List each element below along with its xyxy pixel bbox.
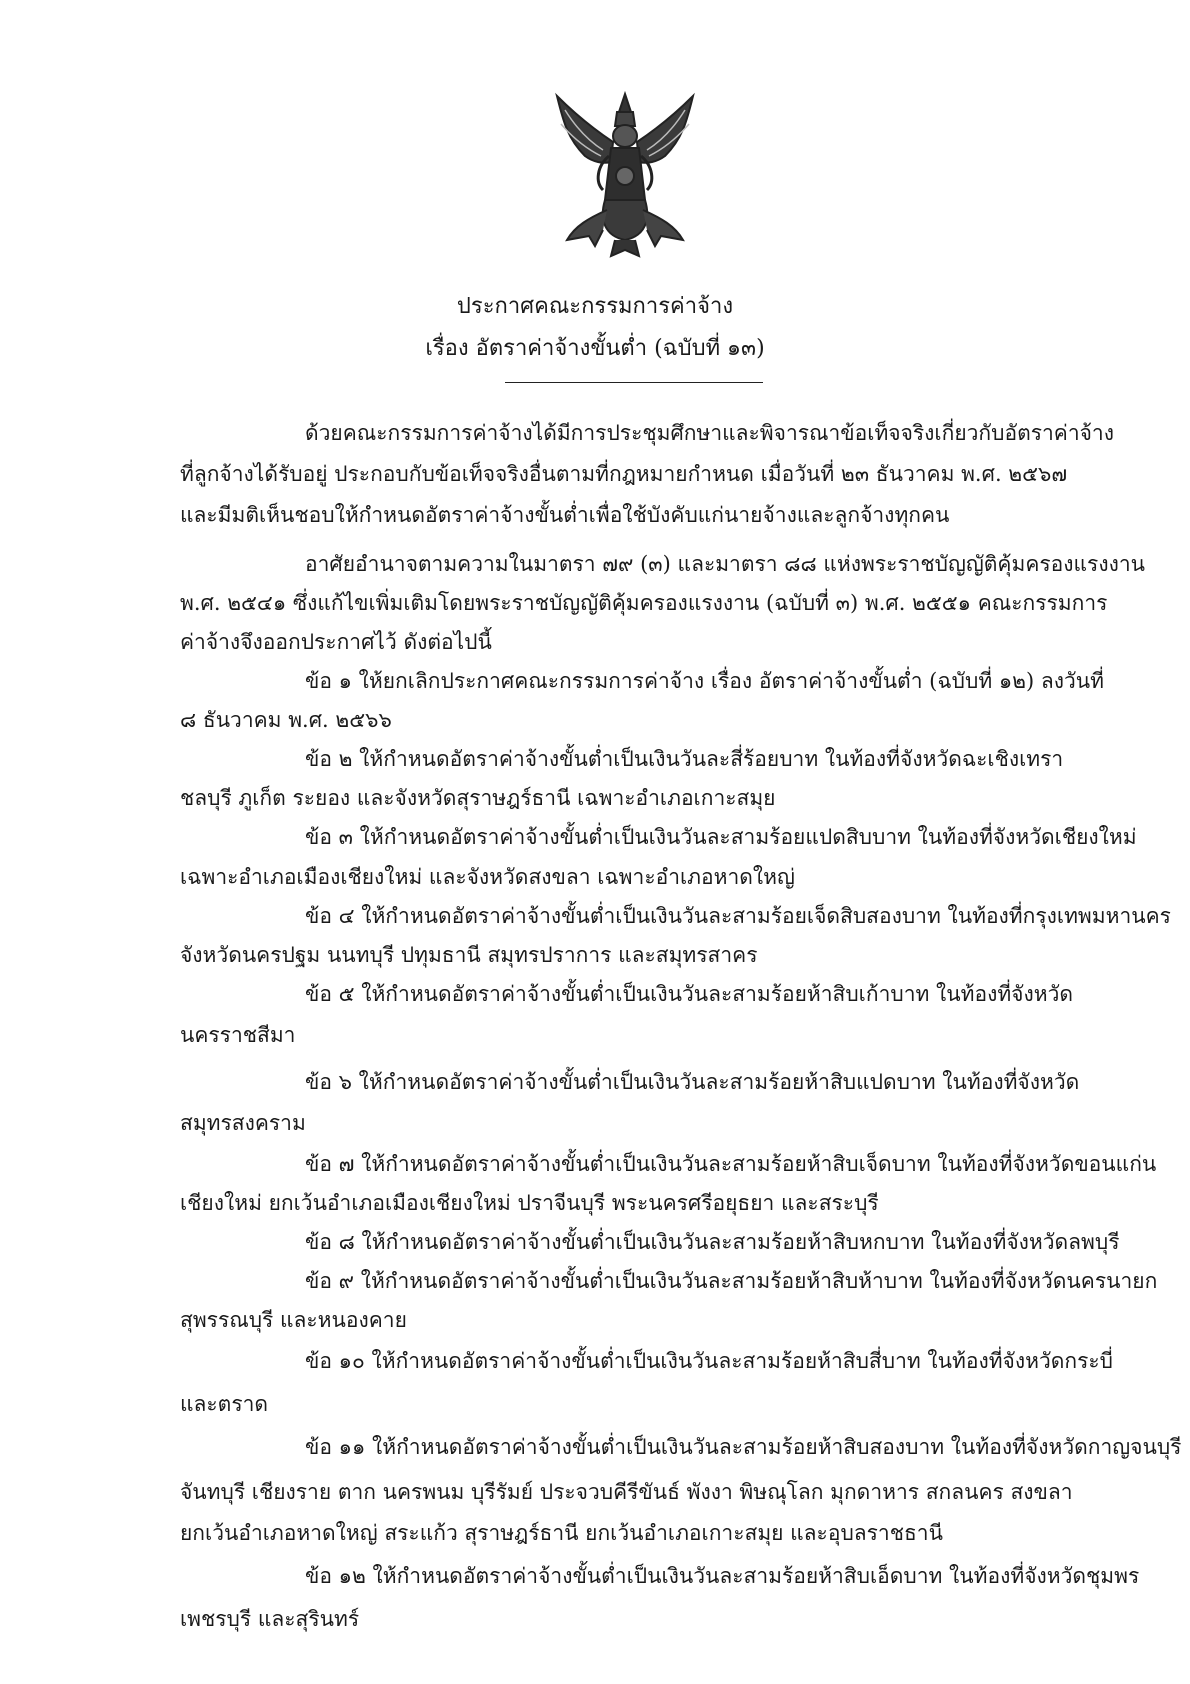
body-line: และตราด — [180, 1392, 269, 1416]
clause-line: ข้อ ๑๑ ให้กำหนดอัตราค่าจ้างขั้นต่ำเป็นเงินวันละสามร้อยห้าสิบสองบาท ในท้องที่จังหวัดกาญจนบุรี — [305, 1435, 1182, 1459]
body-line: นครราชสีมา — [180, 1023, 296, 1047]
body-line: ยกเว้นอำเภอหาดใหญ่ สระแก้ว สุราษฎร์ธานี ยกเว้นอำเภอเกาะสมุย และอุบลราชธานี — [180, 1521, 943, 1545]
clause-line: ข้อ ๘ ให้กำหนดอัตราค่าจ้างขั้นต่ำเป็นเงินวันละสามร้อยห้าสิบหกบาท ในท้องที่จังหวัดลพบุรี — [305, 1230, 1120, 1254]
garuda-emblem-icon — [545, 90, 705, 260]
body-line: สมุทรสงคราม — [180, 1111, 306, 1135]
body-line: เชียงใหม่ ยกเว้นอำเภอเมืองเชียงใหม่ ปราจีนบุรี พระนครศรีอยุธยา และสระบุรี — [180, 1191, 879, 1215]
document-subject: เรื่อง อัตราค่าจ้างขั้นต่ำ (ฉบับที่ ๑๓) — [425, 336, 765, 361]
body-line: ด้วยคณะกรรมการค่าจ้างได้มีการประชุมศึกษาและพิจารณาข้อเท็จจริงเกี่ยวกับอัตราค่าจ้าง — [305, 421, 1114, 445]
clause-line: ข้อ ๑๒ ให้กำหนดอัตราค่าจ้างขั้นต่ำเป็นเงินวันละสามร้อยห้าสิบเอ็ดบาท ในท้องที่จังหวัดชุมพร — [305, 1564, 1140, 1588]
body-line: จังหวัดนครปฐม นนทบุรี ปทุมธานี สมุทรปราการ และสมุทรสาคร — [180, 943, 758, 967]
body-line: พ.ศ. ๒๕๔๑ ซึ่งแก้ไขเพิ่มเติมโดยพระราชบัญญัติคุ้มครองแรงงาน (ฉบับที่ ๓) พ.ศ. ๒๕๕๑ คณะกรรมการ — [180, 591, 1108, 615]
body-line: สุพรรณบุรี และหนองคาย — [180, 1308, 407, 1332]
clause-line: ข้อ ๑๐ ให้กำหนดอัตราค่าจ้างขั้นต่ำเป็นเงินวันละสามร้อยห้าสิบสี่บาท ในท้องที่จังหวัดกระบี่ — [305, 1349, 1113, 1373]
body-line: เพชรบุรี และสุรินทร์ — [180, 1607, 360, 1631]
document-title: ประกาศคณะกรรมการค่าจ้าง — [456, 294, 734, 319]
clause-line: ข้อ ๖ ให้กำหนดอัตราค่าจ้างขั้นต่ำเป็นเงินวันละสามร้อยห้าสิบแปดบาท ในท้องที่จังหวัด — [305, 1070, 1080, 1094]
clause-line: ข้อ ๒ ให้กำหนดอัตราค่าจ้างขั้นต่ำเป็นเงินวันละสี่ร้อยบาท ในท้องที่จังหวัดฉะเชิงเทรา — [305, 747, 1064, 771]
clause-line: ข้อ ๗ ให้กำหนดอัตราค่าจ้างขั้นต่ำเป็นเงินวันละสามร้อยห้าสิบเจ็ดบาท ในท้องที่จังหวัดขอนแก่น — [305, 1152, 1157, 1176]
clause-line: ข้อ ๕ ให้กำหนดอัตราค่าจ้างขั้นต่ำเป็นเงินวันละสามร้อยห้าสิบเก้าบาท ในท้องที่จังหวัด — [305, 982, 1073, 1006]
clause-line: ข้อ ๙ ให้กำหนดอัตราค่าจ้างขั้นต่ำเป็นเงินวันละสามร้อยห้าสิบห้าบาท ในท้องที่จังหวัดนครนายก — [305, 1269, 1158, 1293]
clause-line: ข้อ ๔ ให้กำหนดอัตราค่าจ้างขั้นต่ำเป็นเงินวันละสามร้อยเจ็ดสิบสองบาท ในท้องที่กรุงเทพมหานคร — [305, 904, 1171, 928]
body-line: ๘ ธันวาคม พ.ศ. ๒๕๖๖ — [180, 708, 392, 732]
body-line: และมีมติเห็นชอบให้กำหนดอัตราค่าจ้างขั้นต่ำเพื่อใช้บังคับแก่นายจ้างและลูกจ้างทุกคน — [180, 503, 950, 527]
body-line: อาศัยอำนาจตามความในมาตรา ๗๙ (๓) และมาตรา ๘๘ แห่งพระราชบัญญัติคุ้มครองแรงงาน — [305, 552, 1145, 576]
body-line: เฉพาะอำเภอเมืองเชียงใหม่ และจังหวัดสงขลา เฉพาะอำเภอหาดใหญ่ — [180, 865, 795, 889]
body-line: จันทบุรี เชียงราย ตาก นครพนม บุรีรัมย์ ประจวบคีรีขันธ์ พังงา พิษณุโลก มุกดาหาร สกลนคร สงขลา — [180, 1480, 1073, 1504]
body-line: ค่าจ้างจึงออกประกาศไว้ ดังต่อไปนี้ — [180, 630, 492, 654]
clause-line: ข้อ ๓ ให้กำหนดอัตราค่าจ้างขั้นต่ำเป็นเงินวันละสามร้อยแปดสิบบาท ในท้องที่จังหวัดเชียงใหม่ — [305, 825, 1137, 849]
body-line: ชลบุรี ภูเก็ต ระยอง และจังหวัดสุราษฎร์ธานี เฉพาะอำเภอเกาะสมุย — [180, 786, 776, 810]
body-line: ที่ลูกจ้างได้รับอยู่ ประกอบกับข้อเท็จจริงอื่นตามที่กฎหมายกำหนด เมื่อวันที่ ๒๓ ธันวาคม พ.ศ. ๒๕๖๗ — [180, 462, 1068, 486]
title-divider — [505, 382, 763, 383]
clause-line: ข้อ ๑ ให้ยกเลิกประกาศคณะกรรมการค่าจ้าง เรื่อง อัตราค่าจ้างขั้นต่ำ (ฉบับที่ ๑๒) ลงวันที่ — [305, 669, 1104, 693]
